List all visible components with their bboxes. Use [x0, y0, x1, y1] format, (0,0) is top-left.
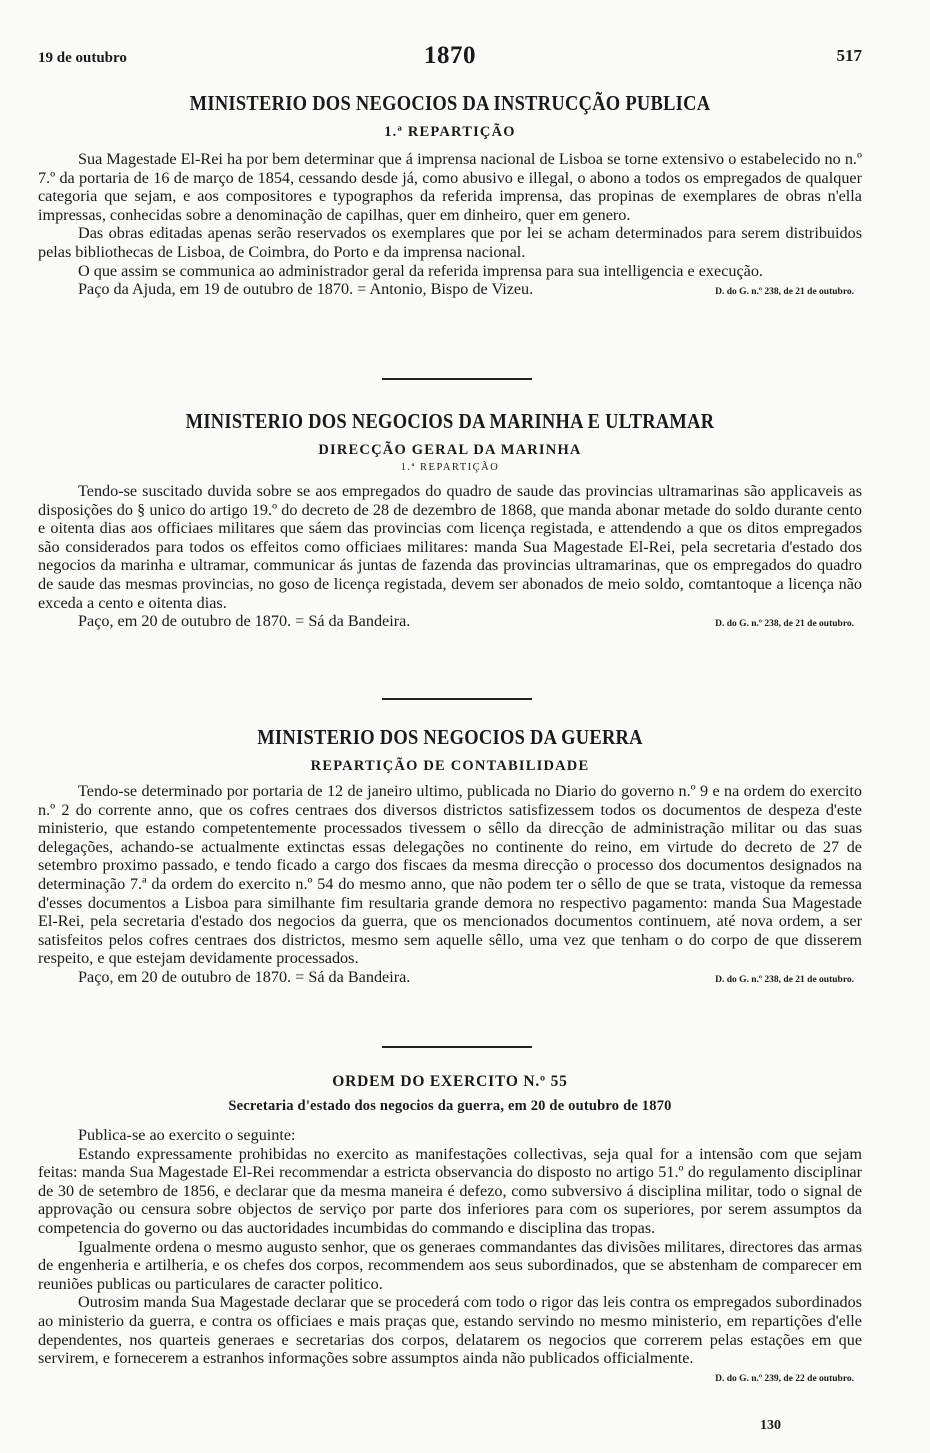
- signature-line: [38, 280, 862, 302]
- source-line: [38, 1368, 862, 1386]
- paragraph: O que assim se communica ao administrador geral da referida imprensa para sua intelligencia e execução.: [78, 261, 763, 280]
- signature: Paço da Ajuda, em 19 de outubro de 1870. = Antonio, Bispo de Vizeu.: [78, 280, 534, 299]
- ministry-title: MINISTERIO DOS NEGOCIOS DA INSTRUCÇÃO PUBLICA: [189, 91, 711, 115]
- section-marinha: [38, 408, 862, 634]
- order-intro: Publica-se ao exercito o seguinte:: [78, 1126, 296, 1144]
- paragraph: Tendo-se suscitado duvida sobre se aos empregados do quadro de saude das provincias ultramarinas são applicaveis as disposições do § unico do artigo 19.º do decreto de 28 de dezembro de 1868, que manda abonar metade do soldo durante cento e oitenta dias aos officiaes militares que sáem das provincias com licença registada, e attendendo a que os ditos empregados são considerados para todos os effeitos como officiaes militares: manda Sua Magestade El-Rei, pela secretaria d'estado dos negocios da marinha e ultramar, communicar ás juntas de fazenda das provincias ultramarinas, que os empregados do quadro de saude das mesmas provincias, no goso de licença registada, devem ser abonados de meio soldo, comtantoque a licença não exceda a cento e oitenta dias.: [38, 482, 862, 612]
- order-subtitle: Secretaria d'estado dos negocios da guerra, em 20 de outubro de 1870: [228, 1098, 672, 1114]
- source-reference: D. do G. n.º 238, de 21 de outubro.: [715, 619, 854, 630]
- paragraph: Sua Magestade El-Rei ha por bem determinar que á imprensa nacional de Lisboa se torne extensivo o estabelecido no n.º 7.º da portaria de 16 de março de 1854, cessando desde já, como abusivo e illegal, o abono a todos os empregados de qualquer categoria que sejam, e aos compositores e typographos da referida imprensa, das propinas de exemplares de obras n'ella impressas, conhecidas sobre a denominação de capilhas, quer em dinheiro, quer em genero.: [38, 150, 862, 224]
- order-title: ORDEM DO EXERCITO N.º 55: [332, 1073, 568, 1090]
- section-divider: [382, 1046, 532, 1048]
- paragraph: Outrosim manda Sua Magestade declarar que se procederá com todo o rigor das leis contra os empregados subordinados ao ministerio da guerra, e contra os officiaes e mais praças que, estando servindo no mesmo ministerio, em repartições d'elle dependentes, nos quarteis generaes e secretarias dos corpos, delatarem os negocios que correrem pelas estações em que servirem, e fornecerem a estranhos informações sobre assumptos ainda não publicados officialmente.: [38, 1293, 862, 1368]
- header-page-number: 517: [836, 46, 862, 65]
- source-reference: D. do G. n.º 239, de 22 de outubro.: [715, 1373, 854, 1384]
- signature-line: [38, 612, 862, 634]
- signature: Paço, em 20 de outubro de 1870. = Sá da Bandeira.: [78, 612, 411, 631]
- page-header: [38, 42, 862, 72]
- footer-signature-number: 130: [760, 1418, 781, 1433]
- signature-line: [38, 968, 862, 990]
- department-title: REPARTIÇÃO DE CONTABILIDADE: [310, 758, 590, 774]
- header-date: 19 de outubro: [38, 50, 127, 66]
- ministry-title: MINISTERIO DOS NEGOCIOS DA MARINHA E ULTRAMAR: [185, 409, 715, 433]
- paragraph: Das obras editadas apenas serão reservados os exemplares que por lei se acham determinados para serem distribuidos pelas bibliothecas de Lisboa, de Coimbra, do Porto e da imprensa nacional.: [38, 224, 862, 261]
- source-reference: D. do G. n.º 238, de 21 de outubro.: [715, 287, 854, 298]
- department-title: 1.ª REPARTIÇÃO: [384, 124, 516, 140]
- direction-title: DIRECÇÃO GERAL DA MARINHA: [318, 442, 582, 458]
- section-instruccao: [38, 90, 862, 302]
- department-title: 1.ª REPARTIÇÃO: [400, 462, 500, 473]
- section-guerra: [38, 724, 862, 990]
- section-divider: [382, 698, 532, 700]
- source-reference: D. do G. n.º 238, de 21 de outubro.: [715, 974, 854, 985]
- section-ordem-exercito: [38, 1072, 862, 1386]
- section-divider: [382, 378, 532, 380]
- paragraph: Tendo-se determinado por portaria de 12 de janeiro ultimo, publicada no Diario do governo n.º 9 e na ordem do exercito n.º 2 do corrente anno, que os cofres centraes dos diversos districtos satisfizessem todos os documentos de despeza d'este ministerio, que estando competentemente processados tivessem o sêllo da direcção de administração militar ou das suas delegações, achando-se actualmente extinctas essas delegações no continente do reino, em virtude do decreto de 27 de setembro proximo passado, e tendo ficado a cargo dos fiscaes da mesma direcção o processo dos documentos designados na determinação 7.ª da ordem do exercito n.º 54 do mesmo anno, que não podem ter o sêllo de que se trata, vistoque da remessa d'esses documentos a Lisboa para similhante fim resultaria grande demora no respectivo pagamento: manda Sua Magestade El-Rei, pela secretaria d'estado dos negocios da guerra, que os mencionados documentos continuem, até nova ordem, a ser satisfeitos pelos cofres centraes dos districtos, mesmo sem aquelle sêllo, uma vez que tenham o do corpo de que disserem respeito, e que estejam devidamente processados.: [38, 782, 862, 968]
- ministry-title: MINISTERIO DOS NEGOCIOS DA GUERRA: [257, 725, 643, 749]
- signature: Paço, em 20 de outubro de 1870. = Sá da Bandeira.: [78, 967, 411, 986]
- paragraph: Estando expressamente prohibidas no exercito as manifestações collectivas, seja qual for a intensão com que sejam feitas: manda Sua Magestade El-Rei recommendar a estricta observancia do disposto no artigo 51.º do regulamento disciplinar de 30 de setembro de 1856, e declarar que da mesma maneira é defezo, como subversivo á disciplina militar, todo o signal de approvação ou censura sobre objectos de serviço por parte dos inferiores para com os superiores, por serem assumptos da competencia do governo ou das auctoridades incumbidas do commando e disciplina das tropas.: [38, 1144, 862, 1237]
- paragraph: Igualmente ordena o mesmo augusto senhor, que os generaes commandantes das divisões militares, directores das armas de engenheria e artilheria, e os chefes dos corpos, recommendem aos seus subordinados, que se abstenham de comparecer em reuniões publicas ou particulares de caracter politico.: [38, 1237, 862, 1293]
- header-year: 1870: [424, 42, 476, 69]
